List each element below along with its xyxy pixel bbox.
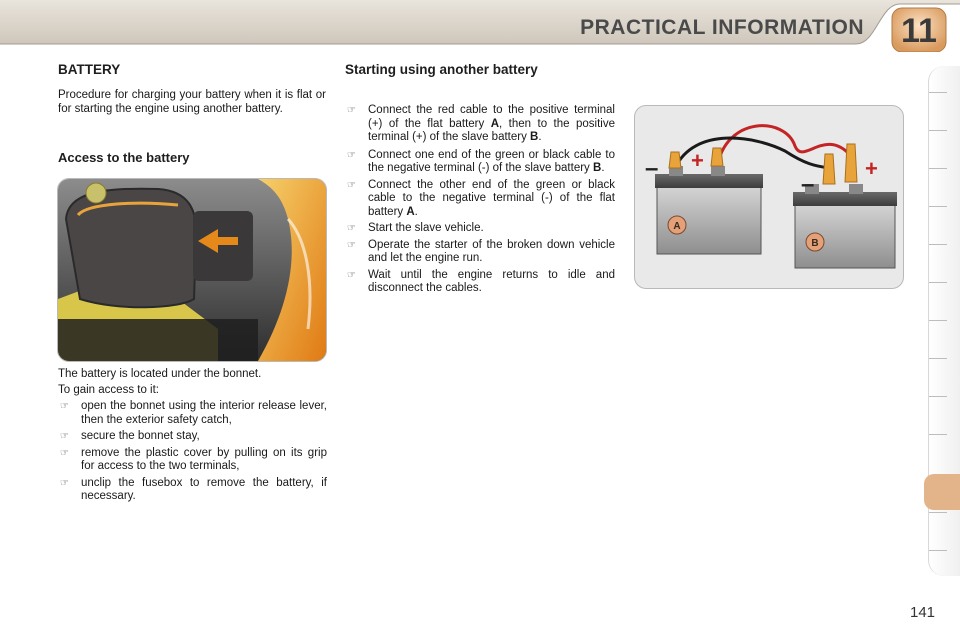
engine-bay-figure bbox=[57, 178, 327, 362]
tab-divider bbox=[929, 282, 947, 283]
tab-divider bbox=[929, 550, 947, 551]
minus-sign-b: – bbox=[801, 171, 815, 198]
pointing-hand-icon: ☞ bbox=[347, 223, 356, 234]
list-item: ☞ Start the slave vehicle. bbox=[347, 222, 484, 234]
list-item: ☞ unclip the fusebox to remove the battery, if necessary. bbox=[60, 476, 327, 502]
minus-sign-a: – bbox=[645, 155, 659, 182]
chapter-tab-active[interactable] bbox=[924, 474, 960, 510]
tab-divider bbox=[929, 206, 947, 207]
list-item: ☞ remove the plastic cover by pulling on its grip for access to the two terminals, bbox=[60, 446, 327, 472]
chapter-title: PRACTICAL INFORMATION bbox=[580, 16, 864, 39]
list-item: ☞ Connect the other end of the green or black cable to the negative terminal (-) of the flat battery A. bbox=[347, 178, 615, 218]
list-item: ☞ secure the bonnet stay, bbox=[60, 430, 200, 442]
battery-location-text: The battery is located under the bonnet. bbox=[58, 368, 262, 380]
pointing-hand-icon: ☞ bbox=[347, 105, 356, 116]
tab-divider bbox=[929, 244, 947, 245]
pointing-hand-icon: ☞ bbox=[347, 239, 356, 251]
pointing-hand-icon: ☞ bbox=[60, 431, 69, 442]
pointing-hand-icon: ☞ bbox=[60, 477, 69, 489]
battery-a bbox=[655, 166, 763, 254]
list-item: ☞ open the bonnet using the interior release lever, then the exterior safety catch, bbox=[60, 400, 327, 426]
list-item: ☞ Operate the starter of the broken down vehicle and let the engine run. bbox=[347, 238, 615, 264]
plus-sign-b: + bbox=[865, 156, 878, 181]
tab-divider bbox=[929, 320, 947, 321]
subsection-title-access: Access to the battery bbox=[58, 150, 190, 165]
tab-divider bbox=[929, 512, 947, 513]
tab-divider bbox=[929, 92, 947, 93]
pointing-hand-icon: ☞ bbox=[347, 179, 356, 191]
battery-intro: Procedure for charging your battery when it is flat or for starting the engine using another battery. bbox=[58, 89, 326, 115]
tab-divider bbox=[929, 130, 947, 131]
battery-a-label: A bbox=[673, 221, 681, 232]
list-item: ☞ Wait until the engine returns to idle and disconnect the cables. bbox=[347, 268, 615, 294]
jump-start-diagram bbox=[635, 106, 903, 288]
section-title-battery: BATTERY bbox=[58, 62, 121, 77]
tab-divider bbox=[929, 396, 947, 397]
section-title-starting: Starting using another battery bbox=[345, 62, 538, 77]
page-number: 141 bbox=[910, 604, 936, 621]
chapter-number: 11 bbox=[901, 12, 937, 50]
pointing-hand-icon: ☞ bbox=[347, 269, 356, 281]
plus-sign-a: + bbox=[691, 148, 704, 173]
list-item: ☞ Connect the red cable to the positive terminal (+) of the flat battery A, then to the positive terminal (+) of the slave battery B. bbox=[347, 104, 615, 143]
access-steps-list bbox=[58, 400, 327, 507]
pointing-hand-icon: ☞ bbox=[347, 149, 356, 161]
list-item: ☞ Connect one end of the green or black cable to the negative terminal (-) of the slave battery B. bbox=[347, 148, 615, 174]
jump-start-figure bbox=[634, 105, 904, 289]
tab-divider bbox=[929, 358, 947, 359]
tab-divider bbox=[929, 434, 947, 435]
battery-b-label: B bbox=[811, 238, 819, 249]
tab-divider bbox=[929, 168, 947, 169]
pointing-hand-icon: ☞ bbox=[60, 447, 69, 459]
engine-bay-illustration bbox=[58, 179, 326, 361]
pointing-hand-icon: ☞ bbox=[60, 401, 69, 412]
gain-access-text: To gain access to it: bbox=[58, 384, 159, 396]
header-band bbox=[0, 0, 960, 52]
starting-steps-list bbox=[345, 104, 615, 299]
